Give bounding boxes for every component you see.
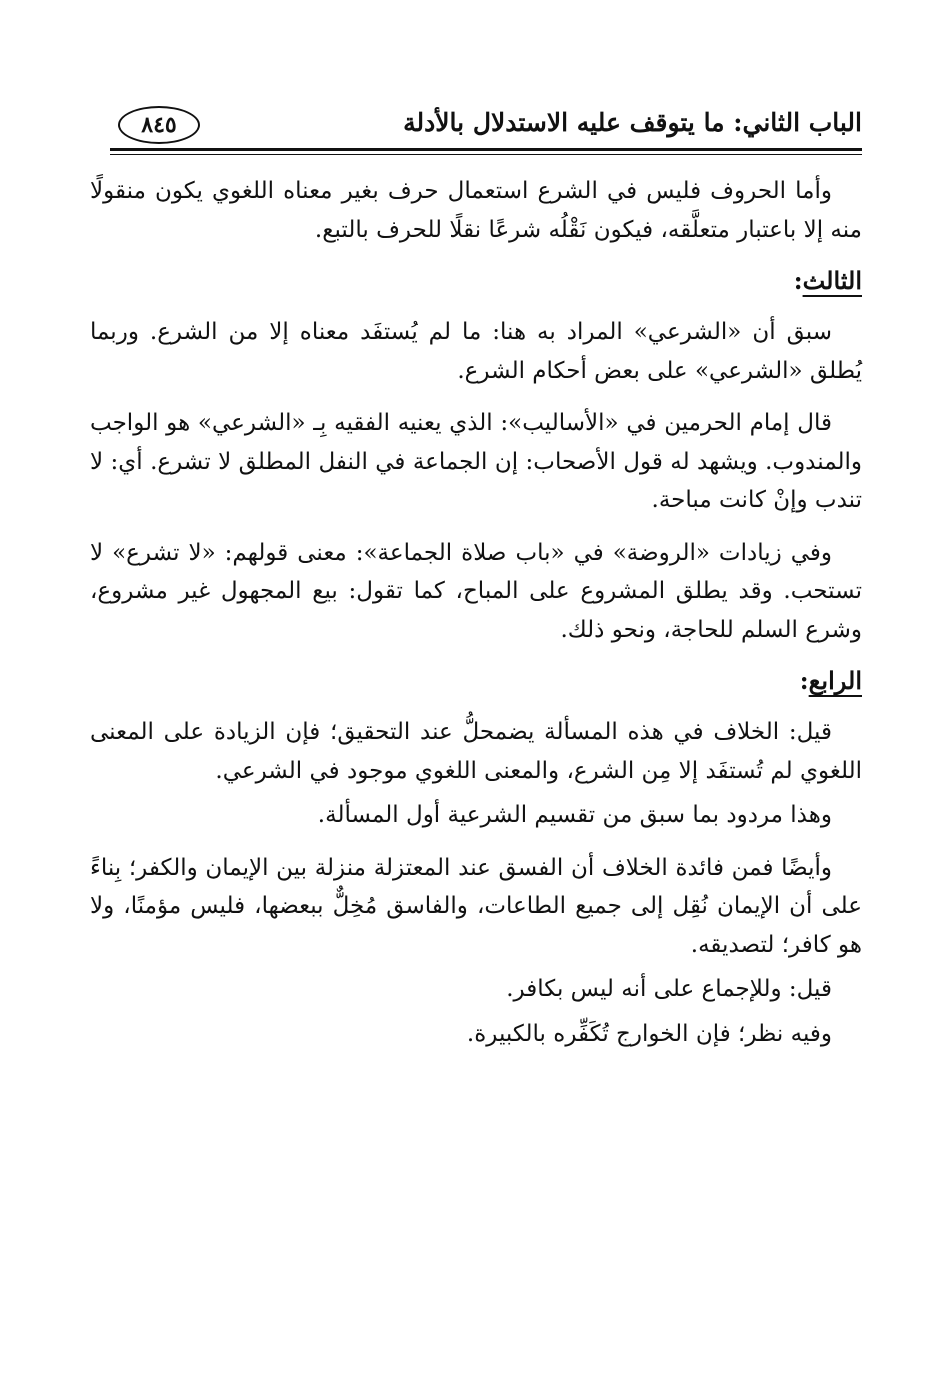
heading-fourth-label: الرابع [808,666,862,695]
paragraph-letters: وأما الحروف فليس في الشرع استعمال حرف بغير معناه اللغوي يكون منقولًا منه إلا باعتبار متعلَّقه، فيكون نَقْلُه شرعًا نقلًا للحرف بالتبع. [90,178,862,243]
paragraph-shari-meaning: سبق أن «الشرعي» المراد به هنا: ما لم يُستفَد معناه إلا من الشرع. وربما يُطلق «الشرعي» على بعض أحكام الشرع. [90,319,862,384]
page-body [90,172,862,1067]
paragraph-mutazila: وأيضًا فمن فائدة الخلاف أن الفسق عند المعتزلة منزلة بين الإيمان والكفر؛ بِناءً على أن الإيمان نُقِل إلى جميع الطاعات، والفاسق مُخِلٌّ ببعضها، فليس مؤمنًا، ولا هو كافر؛ لتصديقه. [90,854,862,958]
paragraph-rebuttal: وهذا مردود بما سبق من تقسيم الشرعية أول المسألة. [317,802,832,828]
heading-third: الثالث: [793,266,862,295]
chapter-title: الباب الثاني: ما يتوقف عليه الاستدلال بالأدلة [403,108,862,137]
heading-third-label: الثالث [802,266,862,295]
paragraph-imam-haramayn: قال إمام الحرمين في «الأساليب»: الذي يعنيه الفقيه بِـ «الشرعي» هو الواجب والمندوب. ويشهد له قول الأصحاب: إن الجماعة في النفل المطلق لا تشرع. أي: لا تندب وإنْ كانت مباحة. [90,410,862,513]
page-header [110,100,862,150]
header-rule-thin [110,154,862,155]
heading-fourth: الرابع: [799,666,862,695]
paragraph-rawda: وفي زيادات «الروضة» في «باب صلاة الجماعة»: معنى قولهم: «لا تشرع» لا تستحب. وقد يطلق المشروع على المباح، كما تقول: بيع المجهول غير مشروع، وشرع السلم للحاجة، ونحو ذلك. [90,539,862,643]
paragraph-ijma: قيل: وللإجماع على أنه ليس بكافر. [506,976,832,1002]
header-rule-thick [110,148,862,151]
paragraph-khawarij: وفيه نظر؛ فإن الخوارج تُكَفِّره بالكبيرة. [466,1020,832,1047]
page-number: ٨٤٥ [118,106,200,144]
paragraph-disagreement: قيل: الخلاف في هذه المسألة يضمحلُّ عند التحقيق؛ فإن الزيادة على المعنى اللغوي لم تُستفَد إلا مِن الشرع، والمعنى اللغوي موجود في الشرعي. [90,719,862,784]
